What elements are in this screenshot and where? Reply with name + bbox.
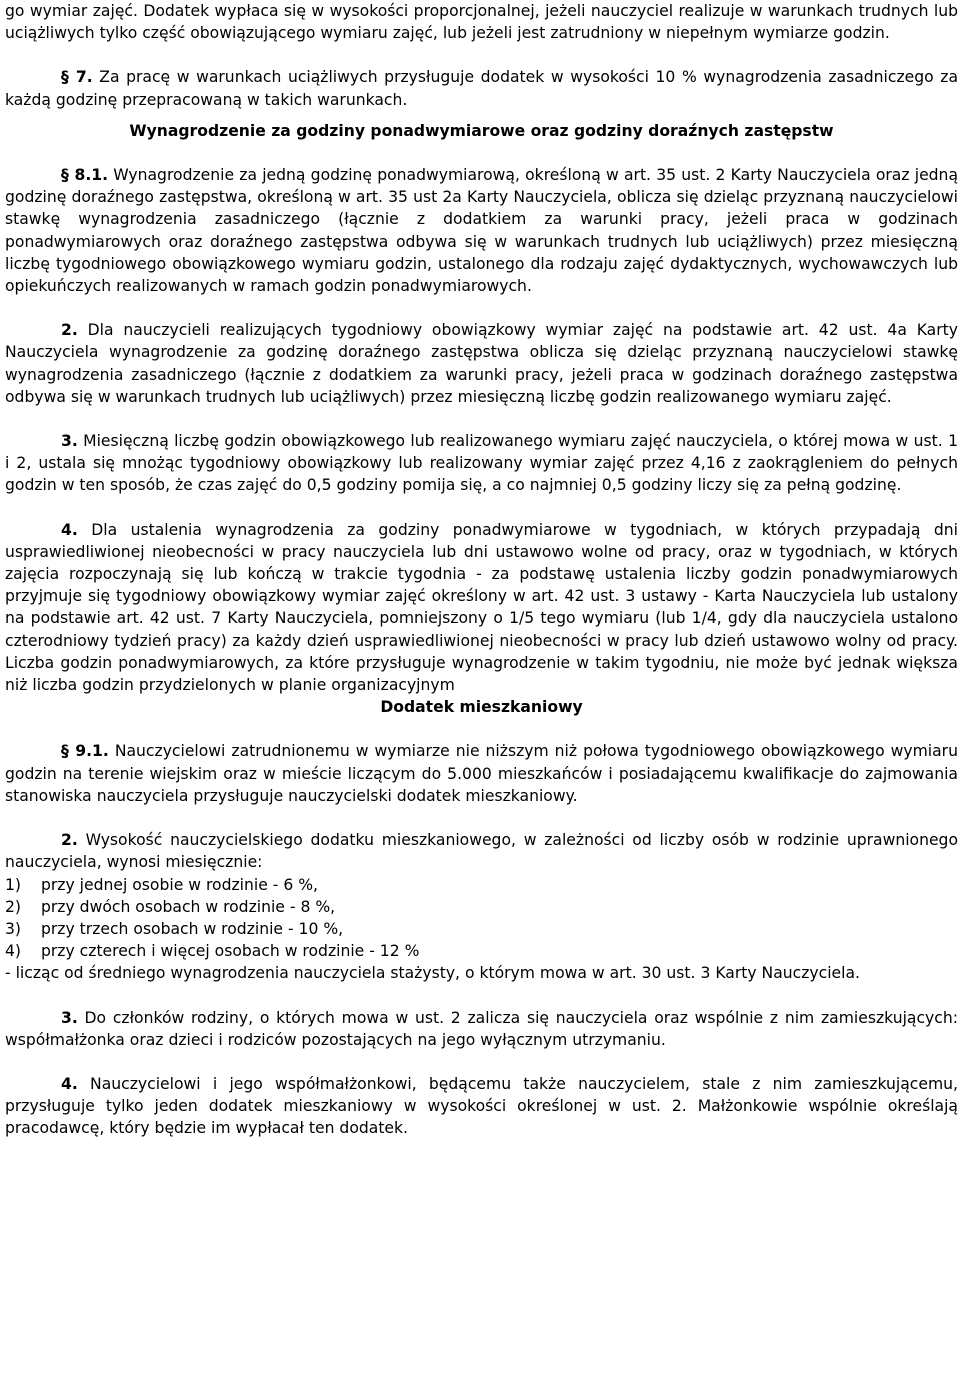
section-number: § 8.1. [61,166,109,185]
list-item: 3) przy trzech osobach w rodzinie - 10 %, [5,919,344,938]
section-number: 3. [61,1008,78,1027]
section-number: 2. [61,321,78,340]
list-item: 4) przy czterech i więcej osobach w rodzinie - 12 % [5,942,420,961]
heading-housing: Dodatek mieszkaniowy [380,698,583,717]
paragraph-9-3: 3. Do członków rodziny, o których mowa w ust. 2 zalicza się nauczyciela oraz wspólnie z nim zamieszkujących: współmałżonka oraz dzieci i rodziców pozostających na jego wyłącznym utrzymaniu. [5,1008,958,1049]
paragraph-8-3: 3. Miesięczną liczbę godzin obowiązkowego lub realizowanego wymiaru zajęć nauczyciela, o której mowa w ust. 1 i 2, ustala się mnożąc tygodniowy obowiązkowy lub realizowany wymiar zajęć przez 4,16 z zaokrągleniem do pełnych godzin w ten sposób, że czas zajęć do 0,5 godziny pomija się, a co najmniej 0,5 godziny liczy się za pełną godzinę. [5,432,958,495]
paragraph-9-2-tail: - licząc od średniego wynagrodzenia nauczyciela stażysty, o którym mowa w art. 30 ust. 3 Karty Nauczyciela. [5,964,860,983]
rate-list [5,874,958,963]
heading-overtime: Wynagrodzenie za godziny ponadwymiarowe oraz godziny doraźnych zastępstw [129,121,834,140]
list-item: 2) przy dwóch osobach w rodzinie - 8 %, [5,897,336,916]
section-number: § 7. [61,68,93,87]
paragraph-8-4: 4. Dla ustalenia wynagrodzenia za godziny ponadwymiarowe w tygodniach, w których przypadają dni usprawiedliwionej nieobecności w pracy nauczyciela lub dni ustawowo wolne od pracy, oraz w tygodniach, w których zajęcia rozpoczynają się lub kończą w trakcie tygodnia - za podstawę ustalenia liczby godzin ponadwymiarowych przyjmuje się tygodniowy obowiązkowy wymiar zajęć określony w art. 42 ust. 3 ustawy - Karta Nauczyciela lub ustalony na podstawie art. 42 ust. 7 Karty Nauczyciela, pomniejszony o 1/5 tego wymiaru (lub 1/4, gdy dla nauczyciela ustalono czterodniowy tydzień pracy) za każdy dzień usprawiedliwionej nieobecności w pracy lub dzień ustawowo wolny od pracy. Liczba godzin ponadwymiarowych, za które przysługuje wynagrodzenie w takim tygodniu, nie może być jednak większa niż liczba godzin przydzielonych w planie organizacyjnym [5,520,958,695]
paragraph-9-4: 4. Nauczycielowi i jego współmałżonkowi, będącemu także nauczycielem, stale z nim zamieszkującemu, przysługuje tylko jeden dodatek mieszkaniowy w wysokości określonej w ust. 2. Małżonkowie wspólnie określają pracodawcę, który będzie im wypłacał ten dodatek. [5,1074,958,1138]
paragraph-8-1: § 8.1. Wynagrodzenie za jedną godzinę ponadwymiarową, określoną w art. 35 ust. 2 Karty Nauczyciela oraz jedną godzinę doraźnego zastępstwa, określoną w art. 35 ust 2a Karty Nauczyciela, oblicza się dzieląc przyznaną nauczycielowi stawkę wynagrodzenia zasadniczego (łącznie z dodatkiem za warunki pracy, jeżeli praca w godzinach ponadwymiarowych oraz doraźnego zastępstwa odbywa się w warunkach trudnych lub uciążliwych) przez miesięczną liczbę tygodniowego obowiązkowego wymiaru godzin, ustalonego dla rodzaju zajęć dydaktycznych, wychowawczych lub opiekuńczych realizowanych w ramach godzin ponadwymiarowych. [5,166,958,296]
paragraph-top: go wymiar zajęć. Dodatek wypłaca się w wysokości proporcjonalnej, jeżeli nauczyciel realizuje w warunkach trudnych lub uciążliwych tylko część obowiązującego wymiaru zajęć, lub jeżeli jest zatrudniony w niepełnym wymiarze godzin. [5,2,958,43]
section-number: § 9.1. [61,742,109,761]
paragraph-9-2: 2. Wysokość nauczycielskiego dodatku mieszkaniowego, w zależności od liczby osób w rodzinie uprawnionego nauczyciela, wynosi miesięcznie: [5,831,959,872]
section-number: 2. [61,831,78,850]
section-number: 4. [61,520,78,539]
section-number: 3. [61,432,78,451]
list-item: 1) przy jednej osobie w rodzinie - 6 %, [5,875,318,894]
section-number: 4. [61,1074,78,1093]
paragraph-8-2: 2. Dla nauczycieli realizujących tygodniowy obowiązkowy wymiar zajęć na podstawie art. 42 ust. 4a Karty Nauczyciela wynagrodzenie za godzinę doraźnego zastępstwa oblicza się dzieląc przyznaną nauczycielowi stawkę wynagrodzenia zasadniczego (łącznie z dodatkiem za warunki pracy, jeżeli praca w godzinach doraźnego zastępstwa odbywa się w warunkach trudnych lub uciążliwych) przez miesięczną liczbę godzin realizowanego wymiaru zajęć. [5,321,958,406]
paragraph-7: § 7. Za pracę w warunkach uciążliwych przysługuje dodatek w wysokości 10 % wynagrodzenia zasadniczego za każdą godzinę przepracowaną w takich warunkach. [5,68,959,109]
paragraph-9-1: § 9.1. Nauczycielowi zatrudnionemu w wymiarze nie niższym niż połowa tygodniowego obowiązkowego wymiaru godzin na terenie wiejskim oraz w mieście liczącym do 5.000 mieszkańców i posiadającemu kwalifikacje do zajmowania stanowiska nauczyciela przysługuje nauczycielski dodatek mieszkaniowy. [5,742,958,805]
